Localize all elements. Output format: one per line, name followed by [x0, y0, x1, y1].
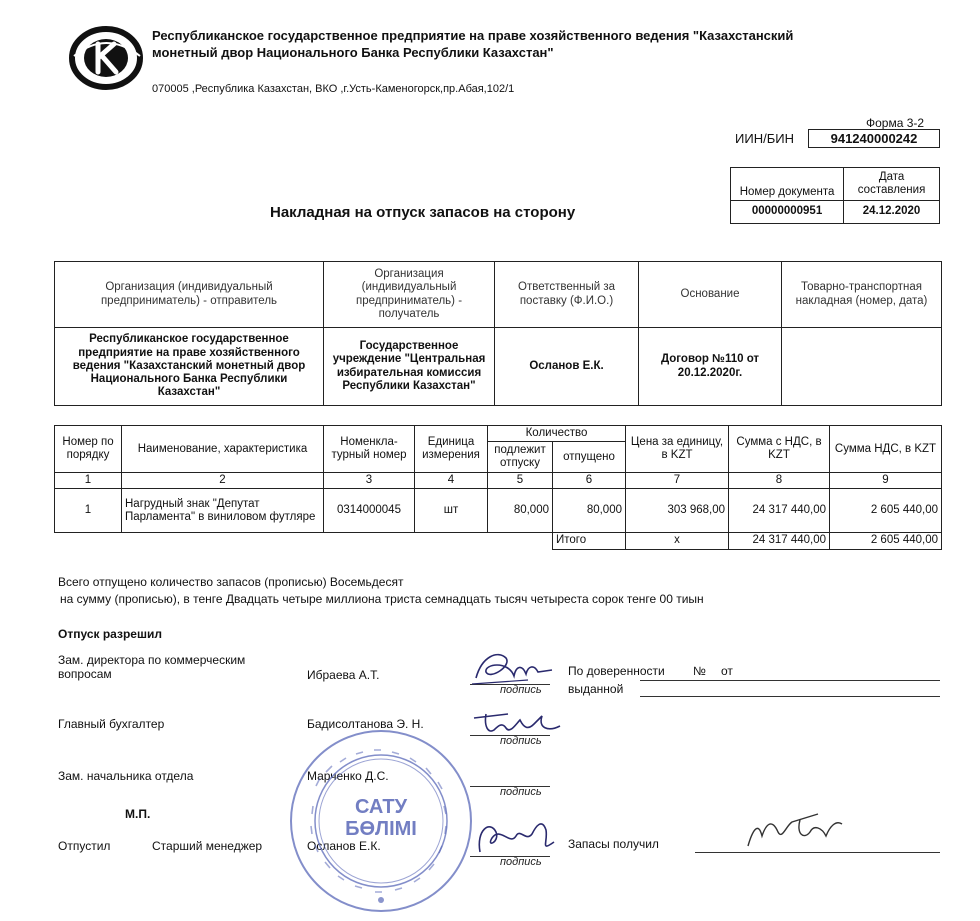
basis-value: Договор №110 от 20.12.2020г.	[639, 328, 782, 406]
form-label: Форма 3-2	[866, 116, 925, 130]
col-qtyrel-header: отпущено	[553, 442, 626, 473]
chief-accountant-name: Бадисолтанова Э. Н.	[307, 717, 424, 731]
col-vat-header: Сумма НДС, в KZT	[830, 426, 942, 473]
col-number: 2	[122, 473, 324, 489]
iin-label: ИИН/БИН	[735, 131, 794, 146]
dept-deputy-title: Зам. начальника отдела	[58, 769, 194, 783]
signature-deputy	[468, 646, 558, 690]
released-label: Отпустил	[58, 839, 111, 853]
items-table	[54, 425, 942, 550]
responsible-value: Осланов Е.К.	[495, 328, 639, 406]
col-price-header: Цена за единицу, в KZT	[626, 426, 729, 473]
receiver-value: Государственное учреждение "Центральная избирательная комиссия Республики Казахстан"	[324, 328, 495, 406]
chief-accountant-title: Главный бухгалтер	[58, 717, 165, 731]
row-nomen: 0314000045	[324, 489, 415, 533]
col-nomen-header: Номенкла-турный номер	[324, 426, 415, 473]
parties-table	[54, 261, 942, 406]
col-number: 5	[488, 473, 553, 489]
proxy-label: По доверенности	[568, 664, 665, 678]
col-num-header: Номер по порядку	[55, 426, 122, 473]
waybill-header: Товарно-транспортная накладная (номер, дата)	[782, 262, 942, 328]
col-number: 7	[626, 473, 729, 489]
signature-caption: подпись	[500, 735, 542, 747]
total-sum-vat: 24 317 440,00	[729, 533, 830, 549]
doc-date-label: Дата составления	[844, 168, 940, 201]
signature-manager	[470, 812, 560, 862]
signature-receiver	[738, 806, 848, 852]
org-header	[152, 27, 793, 61]
row-qty-due: 80,000	[488, 489, 553, 533]
sender-header: Организация (индивидуальный предприниматель) - отправитель	[55, 262, 324, 328]
signature-caption: подпись	[500, 786, 542, 798]
col-sumvat-header: Сумма с НДС, в KZT	[729, 426, 830, 473]
waybill-value	[782, 328, 942, 406]
col-qty-header: Количество	[488, 426, 626, 442]
signature-caption: подпись	[500, 684, 542, 696]
table-row	[55, 489, 942, 533]
release-allowed-label: Отпуск разрешил	[58, 627, 162, 641]
col-number: 8	[729, 473, 830, 489]
signature-caption: подпись	[500, 856, 542, 868]
proxy-from: от	[721, 664, 733, 678]
page-title: Накладная на отпуск запасов на сторону	[270, 204, 576, 221]
total-price: x	[626, 533, 729, 549]
receiver-header: Организация (индивидуальный предприниматель) - получатель	[324, 262, 495, 328]
company-logo	[68, 26, 146, 90]
basis-header: Основание	[639, 262, 782, 328]
row-unit: шт	[415, 489, 488, 533]
responsible-header: Ответственный за поставку (Ф.И.О.)	[495, 262, 639, 328]
total-row	[55, 533, 942, 549]
col-name-header: Наименование, характеристика	[122, 426, 324, 473]
official-stamp	[286, 726, 476, 916]
col-number: 3	[324, 473, 415, 489]
doc-number: 00000000951	[731, 201, 844, 224]
col-unit-header: Единица измерения	[415, 426, 488, 473]
row-qty-rel: 80,000	[553, 489, 626, 533]
summary-quantity: Всего отпущено количество запасов (прописью) Восемьдесят	[58, 575, 404, 589]
received-label: Запасы получил	[568, 837, 659, 851]
row-sum-vat: 24 317 440,00	[729, 489, 830, 533]
doc-date: 24.12.2020	[844, 201, 940, 224]
org-line-1: Республиканское государственное предприятие на праве хозяйственного ведения "Казахстанский	[152, 28, 794, 43]
proxy-issued: выданной	[568, 682, 624, 696]
col-qtydue-header: подлежит отпуску	[488, 442, 553, 473]
dept-deputy-name: Марченко Д.С.	[307, 769, 389, 783]
row-vat: 2 605 440,00	[830, 489, 942, 533]
org-line-2: монетный двор Национального Банка Республики Казахстан"	[152, 45, 554, 60]
deputy-name: Ибраева А.Т.	[307, 668, 380, 682]
summary-amount: на сумму (прописью), в тенге Двадцать четыре миллиона триста семнадцать тысяч четыреста сорок тенге 00 тиын	[60, 592, 704, 606]
col-number: 1	[55, 473, 122, 489]
stamp-place-label: М.П.	[125, 807, 151, 821]
row-name: Нагрудный знак "Депутат Парламента" в виниловом футляре	[122, 489, 324, 533]
col-number: 6	[553, 473, 626, 489]
doc-number-label: Номер документа	[731, 168, 844, 201]
sender-value: Республиканское государственное предприятие на праве хозяйственного ведения "Казахстанский монетный двор Национального Банка Республики Казахстан"	[55, 328, 324, 406]
released-name: Осланов Е.К.	[307, 839, 381, 853]
row-num: 1	[55, 489, 122, 533]
iin-value: 941240000242	[808, 129, 940, 148]
stamp-text-2: БӨЛІМІ	[345, 818, 417, 840]
deputy-title: Зам. директора по коммерческим вопросам	[58, 653, 246, 681]
document-info-table	[730, 167, 940, 224]
total-vat: 2 605 440,00	[830, 533, 942, 549]
col-number: 4	[415, 473, 488, 489]
signature-chief	[468, 704, 568, 744]
org-address: 070005 ,Республика Казахстан, ВКО ,г.Усть-Каменогорск,пр.Абая,102/1	[152, 83, 515, 95]
col-number: 9	[830, 473, 942, 489]
proxy-number: №	[693, 664, 706, 678]
stamp-text-1: САТУ	[354, 796, 408, 818]
total-label: Итого	[553, 533, 626, 549]
row-price: 303 968,00	[626, 489, 729, 533]
released-title: Старший менеджер	[152, 839, 263, 853]
